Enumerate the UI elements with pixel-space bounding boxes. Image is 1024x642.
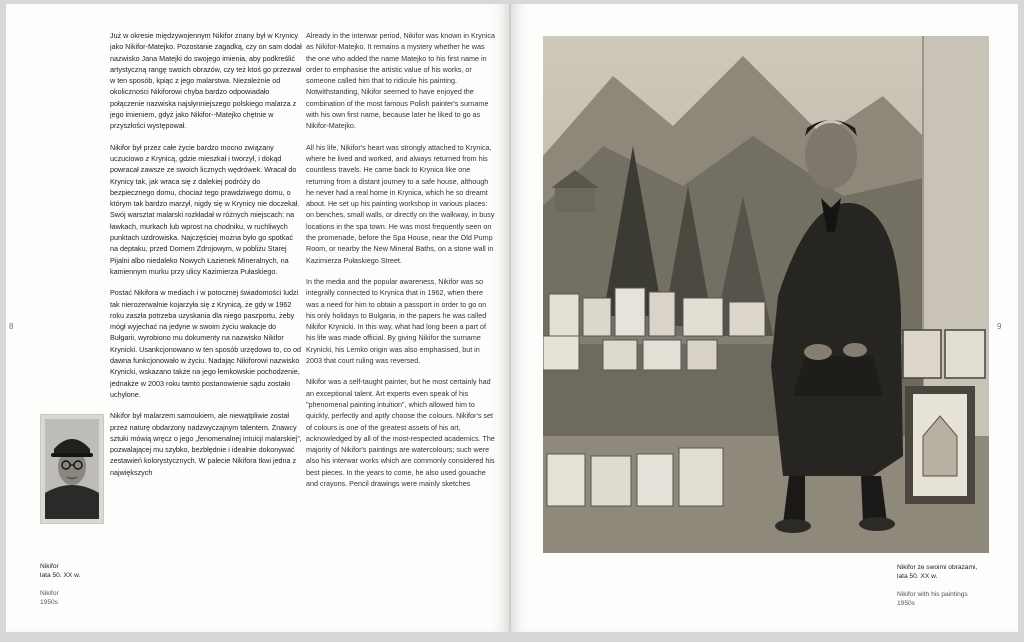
nikifor-with-paintings-photo — [543, 36, 989, 553]
polish-paragraph: Nikifor był przez całe życie bardzo mocno związany uczuciowo z Krynicą, gdzie mieszkał i tworzył, i dokąd powracał zawsze ze swoich licznych wędrówek. Wracał do Krynicy tak, jak wraca się z dalekiej podróży do bezpiecznego domu, chociaż tego prawdziwego domu, o którym tak bardzo marzył, nigdy się w Krynicy nie doczekał. Swój warsztat malarski rozkładał w różnych miejscach: na ławkach, murkach lub wprost na chodniku, w ruchliwych punktach uzdrowiska. Najczęściej można było go spotkać na deptaku, przed Domem Zdrojowym, w pobliżu Starej Pijalni albo niedaleko Nowych Łazienek Mineralnych, na kamiennym murku przy ulicy Kazimierza Pułaskiego. — [110, 142, 300, 276]
english-text-column — [306, 30, 496, 499]
caption-pl-line: Nikifor — [40, 563, 59, 570]
caption-en-line: Nikifor — [40, 590, 59, 597]
english-paragraph: Already in the interwar period, Nikifor was known in Krynica as Nikifor-Matejko. It remains a mystery whether he was the one who added the name Matejko to his first name in order to emphasise the artistic value of his works, or someone called him that to ridicule his painting. Notwithstanding, Nikifor seemed to have enjoyed the combination of the most famous Polish painter's surname with his own first name, because later he liked to go as Nikifor-Matejko. — [306, 31, 495, 131]
page-number-left: 8 — [9, 322, 14, 331]
caption-en-line: 1950s — [897, 600, 915, 607]
caption-pl-line: lata 50. XX w. — [40, 572, 81, 579]
page-number-right: 9 — [997, 322, 1002, 331]
caption-left — [40, 562, 110, 607]
english-paragraph: Nikifor was a self-taught painter, but he most certainly had an exceptional talent. Art experts even speak of his "phenomenal painting intuition", which allowed him to quickly, perfectly and aptly choose the colours. Nikifor's set of colours is one of the greatest assets of his art, acknowledged by all of the most-respected academics. The majority of Nikifor's paintings are watercolours; such were also his interwar works which are commonly considered his best pieces. In the years to come, he also used gouache and crayons. Pencil drawings were mainly sketches — [306, 377, 495, 488]
polish-paragraph: Postać Nikifora w mediach i w potocznej świadomości ludzi tak nierozerwalnie kojarzyła się z Krynicą, że gdy w 1962 roku zaszła potrzeba uzyskania dla niego paszportu, żeby mógł wyjechać na jedyne w swoim życiu wakacje do Bułgarii, wyrobiono mu dokumenty na nazwisko Nikifor Krynicki. Usankcjonowano w ten sposób urzędowo to, co od dawna funkcjonowało w życiu. Nadając Nikiforowi nazwisko Krynicki, wskazano także na jego łemkowskie pochodzenie, jednakże w 2003 roku tamto postanowienie sądu zostało uchylone. — [110, 288, 301, 399]
caption-pl-line: Nikifor ze swoimi obrazami, — [897, 564, 978, 571]
caption-en-line: 1950s — [40, 599, 58, 606]
polish-paragraph: Nikifor był malarzem samoukiem, ale niewątpliwie został przez naturę obdarzony nadzwyczajnym talentem. Znawcy sztuki mówią wręcz o jego „fenomenalnej intuicji malarskiej”, pozwalającej mu szybko, bezbłędnie i idealnie dokonywać zestawień kolorystycznych. W palecie Nikifora tkwi jedna z największych — [110, 411, 302, 477]
polish-paragraph: Już w okresie międzywojennym Nikifor znany był w Krynicy jako Nikifor-Matejko. Pozostanie zagadką, czy on sam dodał nazwisko Jana Matejki do swojego imienia, aby podkreślić artystyczną rangę swoich obrazów, czy też ktoś go przezwał w ten sposób, kpiąc z jego malarstwa. Niezależnie od okoliczności Nikiforowi chyba bardzo odpowiadało połączenie nazwiska najsłynniejszego polskiego malarza z jego imieniem, gdyż jako Nikifor--Matejko chętnie w przyszłości występował. — [110, 31, 302, 131]
caption-pl-line: lata 50. XX w. — [897, 573, 938, 580]
english-paragraph: In the media and the popular awareness, Nikifor was so integrally connected to Krynica that in 1962, when there was a need for him to obtain a passport in order to go on his only holidays to Bulgaria, in the papers he was called Nikifor Krynicki. In this way, what had long been a part of his life was made official. By giving Nikifor the surname Krynicki, his Lemko origin was also emphasised, but in 2003 that court ruling was reversed. — [306, 276, 487, 366]
caption-right — [897, 563, 1007, 608]
caption-en-line: Nikifor with his paintings — [897, 591, 968, 598]
polish-text-column — [110, 30, 302, 488]
portrait-illustration — [41, 415, 103, 523]
photo-illustration — [543, 36, 989, 553]
portrait-photo — [40, 414, 104, 524]
book-spine — [509, 4, 511, 632]
english-paragraph: All his life, Nikifor's heart was strongly attached to Krynica, where he lived and worked, and always returned from his countless travels. He came back to Krynica like one returning from a distant journey to a safe house, although he never had a real home in Krynica, which he so dreamt about. He set up his painting workshop in various places: on benches, small walls, or directly on the walkway, in busy locations in the spa town. He was most frequently seen on the promenade, before the Spa House, near the Old Pump Room, or nearby the New Mineral Baths, on a stone wall in Kazimierza Pułaskiego Street. — [306, 142, 495, 265]
